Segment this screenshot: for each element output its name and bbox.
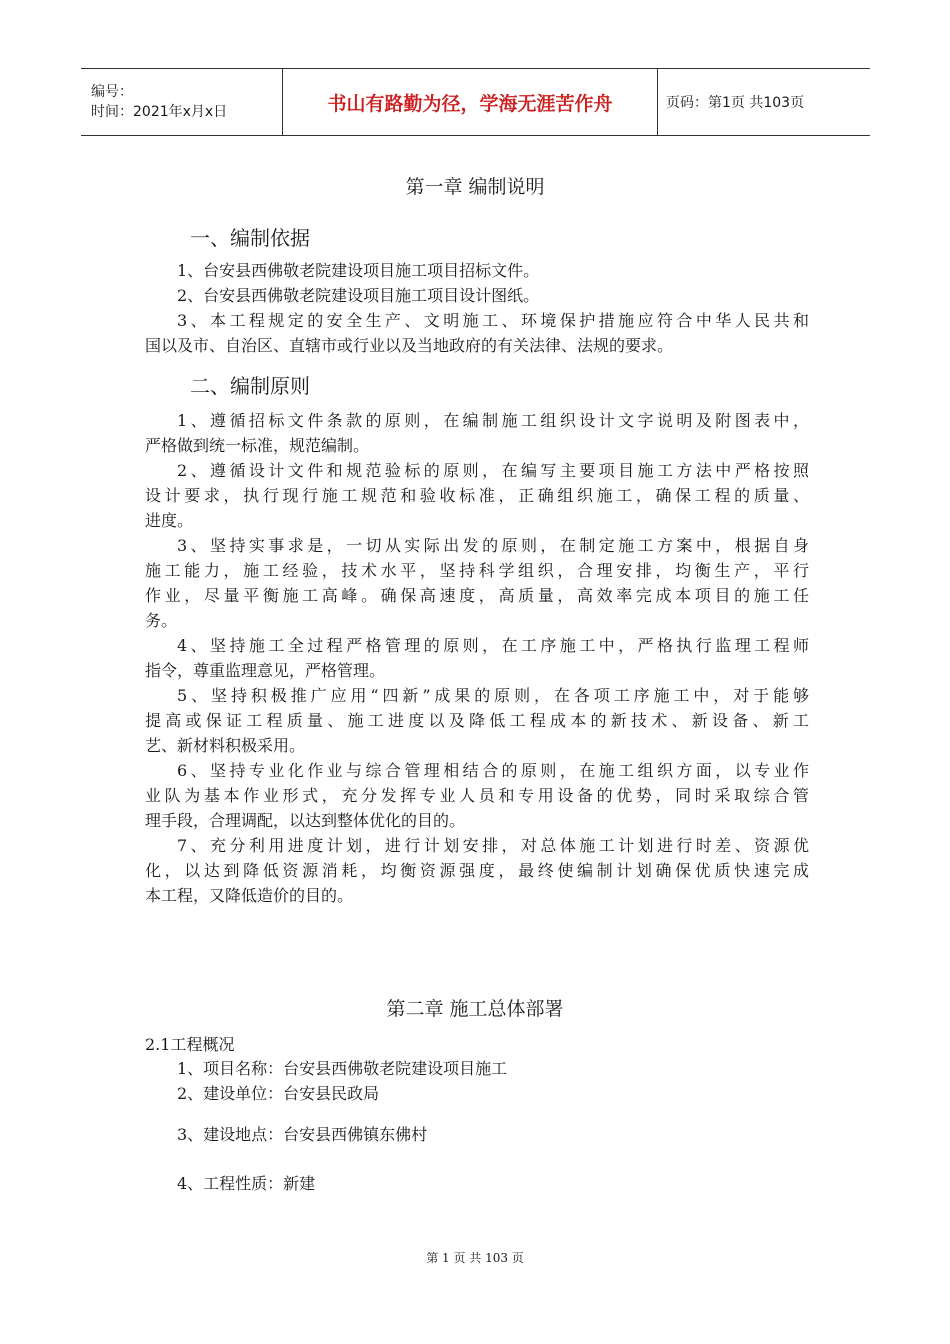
principle-paragraph-3 bbox=[145, 533, 809, 633]
page-header bbox=[81, 68, 870, 136]
paragraph-line: 务。 bbox=[145, 611, 178, 630]
construction-unit-item: 2、建设单位：台安县民政局 bbox=[177, 1084, 380, 1103]
paragraph-line: 5、坚持积极推广应用“四新”成果的原则，在各项工序施工中，对于能够 bbox=[177, 686, 809, 705]
paragraph-line: 指令，尊重监理意见，严格管理。 bbox=[145, 661, 386, 680]
paragraph-line: 提高或保证工程质量、施工进度以及降低工程成本的新技术、新设备、新工 bbox=[145, 711, 809, 730]
header-meta bbox=[81, 69, 282, 135]
paragraph-line: 2、台安县西佛敬老院建设项目施工项目设计图纸。 bbox=[177, 286, 540, 305]
project-name-item: 1、项目名称：台安县西佛敬老院建设项目施工 bbox=[177, 1059, 508, 1078]
paragraph-line: 7、充分利用进度计划，进行计划安排，对总体施工计划进行时差、资源优 bbox=[177, 836, 809, 855]
motto-text: 书山有路勤为径，学海无涯苦作舟 bbox=[327, 92, 613, 115]
page-footer: 第 1 页 共 103 页 bbox=[426, 1251, 524, 1265]
header-page-info bbox=[658, 69, 870, 135]
subsection-overview-title: 2.1工程概况 bbox=[145, 1035, 235, 1054]
principle-paragraph-2 bbox=[145, 458, 809, 533]
paragraph-line: 艺、新材料积极采用。 bbox=[145, 736, 306, 755]
project-nature-item: 4、工程性质：新建 bbox=[177, 1174, 316, 1193]
paragraph-line: 理手段，合理调配，以达到整体优化的目的。 bbox=[145, 811, 466, 830]
principle-paragraph-5 bbox=[145, 683, 809, 758]
paragraph-line: 国以及市、自治区、直辖市或行业以及当地政府的有关法律、法规的要求。 bbox=[145, 336, 674, 355]
paragraph-line: 本工程，又降低造价的目的。 bbox=[145, 886, 354, 905]
paragraph-line: 严格做到统一标准，规范编制。 bbox=[145, 436, 370, 455]
paragraph-line: 施工能力，施工经验，技术水平，坚持科学组织，合理安排，均衡生产，平行 bbox=[145, 561, 809, 580]
paragraph-line: 进度。 bbox=[145, 511, 194, 530]
paragraph-line: 设计要求，执行现行施工规范和验收标准，正确组织施工，确保工程的质量、 bbox=[145, 486, 809, 505]
paragraph-line: 化，以达到降低资源消耗，均衡资源强度，最终使编制计划确保优质快速完成 bbox=[145, 861, 809, 880]
page-info-text: 页码：第1页 共103页 bbox=[666, 95, 805, 111]
paragraph-line: 业队为基本作业形式，充分发挥专业人员和专用设备的优势，同时采取综合管 bbox=[145, 786, 809, 805]
basis-paragraph-1 bbox=[145, 258, 809, 283]
paragraph-line: 1、台安县西佛敬老院建设项目施工项目招标文件。 bbox=[177, 261, 540, 280]
date-label: 时间：2021年x月x日 bbox=[91, 104, 228, 120]
chapter-2-title: 第二章 施工总体部署 bbox=[386, 998, 564, 1020]
principle-paragraph-1 bbox=[145, 408, 809, 458]
paragraph-line: 1、遵循招标文件条款的原则，在编制施工组织设计文字说明及附图表中， bbox=[177, 411, 809, 430]
basis-paragraph-2 bbox=[145, 283, 809, 308]
paragraph-line: 6、坚持专业化作业与综合管理相结合的原则，在施工组织方面，以专业作 bbox=[177, 761, 809, 780]
paragraph-line: 3、本工程规定的安全生产、文明施工、环境保护措施应符合中华人民共和 bbox=[177, 311, 809, 330]
paragraph-line: 4、坚持施工全过程严格管理的原则，在工序施工中，严格执行监理工程师 bbox=[177, 636, 809, 655]
basis-paragraph-3 bbox=[145, 308, 809, 358]
construction-site-item: 3、建设地点：台安县西佛镇东佛村 bbox=[177, 1125, 428, 1144]
paragraph-line: 3、坚持实事求是，一切从实际出发的原则，在制定施工方案中，根据自身 bbox=[177, 536, 809, 555]
header-motto bbox=[282, 69, 658, 135]
section-basis-title: 一、编制依据 bbox=[190, 226, 310, 250]
paragraph-line: 作业，尽量平衡施工高峰。确保高速度，高质量，高效率完成本项目的施工任 bbox=[145, 586, 809, 605]
chapter-1-title: 第一章 编制说明 bbox=[405, 176, 545, 198]
section-principles-title: 二、编制原则 bbox=[190, 374, 310, 398]
principle-paragraph-6 bbox=[145, 758, 809, 833]
principle-paragraph-4 bbox=[145, 633, 809, 683]
number-label: 编号： bbox=[91, 84, 133, 100]
paragraph-line: 2、遵循设计文件和规范验标的原则，在编写主要项目施工方法中严格按照 bbox=[177, 461, 809, 480]
principle-paragraph-7 bbox=[145, 833, 809, 908]
